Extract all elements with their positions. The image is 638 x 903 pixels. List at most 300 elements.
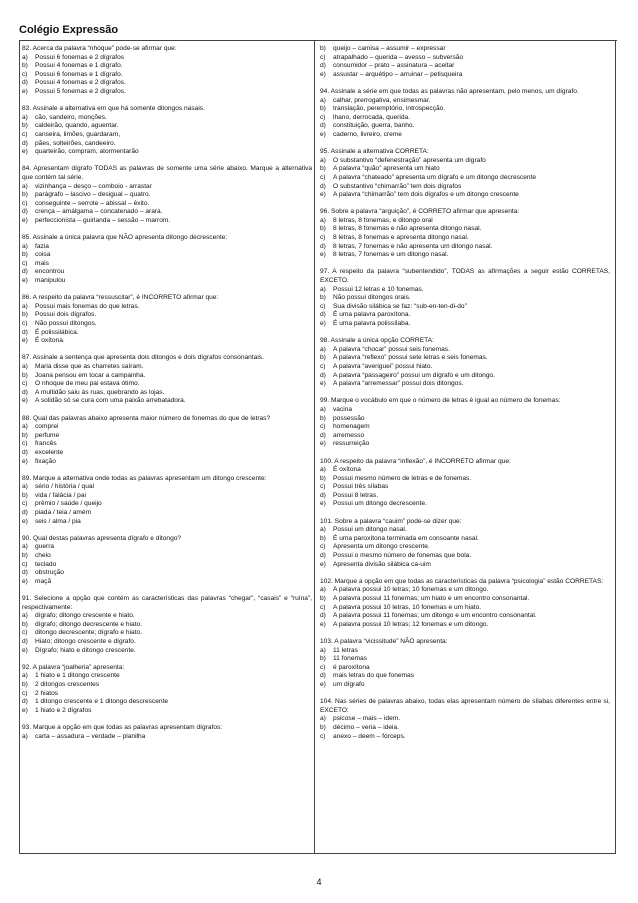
answer-option [22,552,312,561]
question-block [22,234,312,286]
option-text: constituição, guerra, banho. [333,122,415,130]
option-letter: b) [320,45,326,52]
answer-option [320,647,610,656]
option-letter: e) [320,320,326,327]
option-letter: b) [320,595,326,602]
option-letter: c) [22,500,28,508]
option-text: coisa [35,251,51,259]
option-text: Não possui ditongos orais. [333,294,411,302]
option-text: pães, solteirões, candeeiro. [35,139,116,147]
option-letter: e) [320,70,326,78]
answer-option [320,423,610,432]
option-text: 8 letras, 8 fonemas e não apresenta ditongo nasal. [333,225,482,233]
answer-option [22,612,312,621]
option-text: É uma paroxítona terminada em consoante nasal. [333,534,479,542]
option-letter: d) [22,698,28,706]
option-letter: d) [320,552,326,560]
question-stem: 93. Marque a opção em que todas as palavras apresentam dígrafos: [22,723,223,731]
option-text: Possui 12 letras e 10 fonemas. [333,285,424,293]
answer-option [22,217,312,226]
option-letter: d) [22,268,28,276]
option-letter: c) [320,234,326,242]
option-text: translação, peremptório, introspecção. [333,105,446,113]
option-text: psicose – mais – idem. [333,715,401,723]
option-text: O nhoque de meu pai estava ótimo. [35,380,140,388]
option-letter: c) [22,70,28,78]
answer-option [320,595,610,604]
answer-option [22,509,312,518]
option-text: É oxítona [333,466,361,474]
left-column [22,45,312,750]
option-text: é paroxítona [333,663,370,671]
option-text: encontrou [35,268,65,276]
question-block [22,664,312,716]
answer-option [320,655,610,664]
answer-option [320,612,610,621]
option-letter: b) [22,311,28,319]
option-text: dígrafo; ditongo crescente e hiato. [35,612,135,620]
answer-option [22,733,312,742]
answer-option [22,122,312,131]
option-letter: d) [320,122,326,130]
option-letter: a) [320,526,326,534]
option-letter: d) [320,182,326,190]
answer-option [320,604,610,613]
option-text: Hiato; ditongo crescente e dígrafo. [35,637,136,645]
option-letter: e) [22,148,28,156]
answer-option [22,372,312,381]
option-text: 11 letras [333,646,358,654]
question-block [320,208,610,260]
option-letter: b) [22,552,28,560]
option-letter: e) [22,706,28,714]
question-block [22,415,312,467]
option-letter: a) [22,242,28,250]
option-letter: a) [320,345,326,353]
option-text: vacina [333,405,353,413]
answer-option [320,131,610,140]
option-letter: a) [22,53,28,61]
answer-option [320,483,610,492]
answer-option [22,311,312,320]
answer-option [320,535,610,544]
option-text: Possui 4 fonemas e 2 dígrafos. [35,79,126,87]
answer-option [22,243,312,252]
option-letter: b) [22,191,28,199]
answer-option [320,363,610,372]
option-text: A palavra “reflexo” possui sete letras e seis fonemas. [333,354,488,362]
option-letter: c) [320,483,326,491]
option-letter: b) [320,534,326,542]
option-text: A palavra “arremessar” possui dois ditongos. [333,380,464,388]
answer-option [320,492,610,501]
answer-option [320,183,610,192]
answer-option [22,71,312,80]
option-letter: e) [320,680,326,688]
option-text: excelente [35,448,64,456]
option-text: arremesso [333,431,365,439]
option-letter: b) [22,491,28,499]
page-number: 4 [316,877,322,887]
answer-option [22,260,312,269]
question-block [22,475,312,527]
option-letter: e) [22,337,28,345]
question-stem: 83. Assinale a alternativa em que há somente ditongos nasais. [22,105,205,113]
option-text: A palavra possui 11 fonemas; um hiato e um encontro consonantal. [333,595,530,602]
answer-option [22,397,312,406]
option-text: crença – amálgama – concatenado – arara. [35,208,163,216]
option-letter: d) [22,569,28,577]
option-text: obstrução [35,569,64,577]
answer-option [320,672,610,681]
question-stem: 92. A palavra “joalheria” apresenta: [22,663,125,671]
option-letter: c) [320,543,326,551]
option-letter: e) [320,620,326,628]
answer-option [320,561,610,570]
question-block [320,578,610,630]
option-letter: d) [22,448,28,456]
option-letter: d) [320,431,326,439]
answer-option [320,552,610,561]
question-stem: 89. Marque a alternativa onde todas as palavras apresentam um ditongo crescente: [22,474,267,482]
option-letter: a) [22,182,28,190]
answer-option [22,131,312,140]
option-text: mais [35,259,49,267]
option-letter: c) [22,440,28,448]
answer-option [22,440,312,449]
answer-option [22,492,312,501]
option-letter: e) [320,251,326,259]
option-letter: a) [22,483,28,491]
option-text: caderno, livreiro, creme [333,130,402,138]
answer-option [22,320,312,329]
question-stem: 96. Sobre a palavra “arguição”, é CORRETO afirmar que apresenta: [320,208,520,216]
option-letter: d) [22,637,28,645]
option-letter: b) [320,723,326,731]
option-letter: d) [320,242,326,250]
question-block [22,595,312,655]
question-block [320,148,610,200]
option-letter: d) [22,208,28,216]
answer-option [22,200,312,209]
option-letter: b) [320,105,326,113]
question-stem: 98. Assinale a única opção CORRETA: [320,337,434,345]
option-text: É oxítona. [35,337,65,345]
question-block [22,724,312,741]
option-letter: d) [320,612,326,620]
answer-option [22,569,312,578]
question-stem: 104. Nas séries de palavras abaixo, todas elas apresentam número de sílabas diferentes entre si, EXCETO: [320,698,610,714]
option-text: 8 letras, 7 fonemas e um ditongo nasal. [333,251,449,259]
answer-option [320,54,610,63]
option-text: 1 ditongo crescente e 1 ditongo descrescente [35,698,169,706]
answer-option [22,458,312,467]
answer-option [320,354,610,363]
option-text: Possui 4 fonemas e 1 dígrafo. [35,62,123,70]
option-text: sério / história / qual [35,483,95,491]
question-stem: 95. Assinale a alternativa CORRETA: [320,148,429,156]
option-text: perfeccionista – guirlanda – sessão – marrom. [35,216,171,224]
answer-option [320,174,610,183]
question-stem: 84. Apresentam dígrafo TODAS as palavras de somente uma série abaixo. Marque a alternativa que contém tal série. [22,165,312,181]
option-text: piada / teia / amém [35,509,92,517]
option-text: A palavra possui 11 fonemas; um ditongo e um encontro consonantal. [333,612,537,620]
answer-option [320,543,610,552]
answer-option [22,79,312,88]
option-letter: a) [320,466,326,474]
answer-option [320,440,610,449]
option-text: assustar – arquétipo – arruinar – petisqueira [333,70,463,78]
answer-option [22,698,312,707]
answer-option [22,380,312,389]
option-letter: c) [22,130,28,138]
answer-option [320,380,610,389]
option-text: Possui 6 fonemas e 2 dígrafos [35,53,125,61]
option-text: homenagem [333,423,370,431]
answer-option [320,432,610,441]
answer-option [22,500,312,509]
option-letter: e) [22,457,28,465]
option-letter: a) [320,96,326,104]
answer-option [22,707,312,716]
option-text: Não possui ditongos. [35,320,97,327]
answer-option [320,681,610,690]
option-text: mais letras do que fonemas [333,672,414,680]
answer-option [22,638,312,647]
answer-option [320,724,610,733]
option-text: Joana pensou em tocar a campainha. [35,371,146,379]
question-stem: 87. Assinale a sentença que apresenta dois ditongos e dois dígrafos consonantais. [22,354,264,362]
question-stem: 99. Marque o vocábulo em que o número de letras é igual ao número de fonemas: [320,397,561,405]
answer-option [320,286,610,295]
answer-option [22,432,312,441]
option-letter: b) [320,414,326,422]
option-text: canseira, limões, guardaram, [35,130,121,138]
option-letter: e) [22,577,28,585]
option-text: manipulou [35,277,66,285]
option-letter: e) [320,560,326,568]
option-letter: c) [22,629,28,637]
option-letter: b) [320,354,326,362]
option-letter: b) [22,431,28,439]
answer-option [320,62,610,71]
option-letter: a) [320,156,326,164]
option-text: Possui o mesmo número de fonemas que bola. [333,552,472,560]
answer-option [22,62,312,71]
question-stem: 94. Assinale a série em que todas as palavras não apresentam, pelo menos, um dígrafo. [320,87,579,95]
option-text: ressurreição [333,440,370,448]
option-letter: b) [320,225,326,233]
question-block [320,88,610,140]
option-text: fixação [35,457,56,465]
question-block [22,165,312,225]
option-letter: e) [22,277,28,285]
answer-option [320,372,610,381]
answer-option [22,672,312,681]
option-letter: e) [22,216,28,224]
option-letter: a) [320,285,326,293]
school-name: Colégio Expressão [19,24,119,36]
option-text: perfume [35,431,60,439]
answer-option [320,165,610,174]
question-stem: 102. Marque a opção em que todas as características da palavra “psicologia” estão CORRETAS: [320,577,604,585]
option-text: A palavra “chimarrão” tem dois dígrafos e um ditongo crescente [333,191,519,199]
option-text: Dígrafo; hiato e ditongo crescente. [35,646,136,654]
option-text: conseguinte – serrote – abissal – êxito. [35,199,150,207]
answer-option [320,715,610,724]
option-letter: c) [320,663,326,671]
option-letter: b) [22,620,28,628]
option-letter: d) [22,509,28,517]
answer-option [22,518,312,527]
question-block [320,518,610,570]
option-letter: d) [22,139,28,147]
option-text: cão, sandeiro, monções. [35,113,107,121]
answer-option [320,122,610,131]
option-text: Possui um ditongo nasal. [333,526,407,534]
answer-option [22,578,312,587]
option-text: A palavra “quão” apresenta um hiato [333,165,440,173]
question-block [22,354,312,406]
answer-option [320,733,610,742]
option-text: um dígrafo [333,680,365,688]
option-letter: d) [320,672,326,680]
option-letter: e) [22,397,28,405]
answer-option [22,88,312,97]
option-text: A palavra possui 10 letras, 10 fonemas e um hiato. [333,603,482,611]
option-text: 8 letras, 8 fonemas e apresenta ditongo nasal. [333,234,469,242]
right-column [320,45,610,750]
option-text: Possui 5 fonemas e 2 dígrafos. [35,87,126,95]
question-stem: 88. Qual das palavras abaixo apresenta maior número de fonemas do que de letras? [22,414,271,422]
option-letter: d) [320,311,326,319]
option-letter: b) [22,251,28,259]
answer-option [320,225,610,234]
option-text: francês [35,440,57,448]
answer-option [320,311,610,320]
option-letter: a) [22,362,28,370]
question-block [22,105,312,157]
option-text: fazia [35,242,49,250]
answer-option [320,71,610,80]
answer-option [320,586,610,595]
option-letter: a) [320,216,326,224]
option-letter: a) [22,113,28,121]
answer-option [320,346,610,355]
option-text: atrapalhado – querida – avesso – subversão [333,53,464,61]
option-text: O substantivo “chimarrão” tem dois dígrafos [333,182,462,190]
option-text: lhano, derrocada, querida. [333,113,410,121]
question-stem: 86. A respeito da palavra “ressuscitar”, é INCORRETO afirmar que: [22,294,219,302]
answer-option [320,415,610,424]
option-text: Possui 6 fonemas e 1 dígrafo. [35,70,123,78]
answer-option [22,483,312,492]
option-letter: b) [22,62,28,70]
option-letter: b) [320,294,326,302]
option-text: A palavra possui 10 letras; 10 fonemas e um ditongo. [333,586,489,594]
option-letter: a) [22,612,28,620]
answer-option [320,294,610,303]
answer-option [22,148,312,157]
option-text: 8 letras, 7 fonemas e não apresenta um ditongo nasal. [333,242,493,250]
option-text: vida / falácia / pai [35,491,86,499]
option-letter: a) [22,672,28,680]
option-letter: c) [22,689,28,697]
answer-option [320,45,610,54]
option-letter: c) [320,302,326,310]
option-letter: e) [22,87,28,95]
answer-option [22,449,312,458]
option-text: A palavra “averiguei” possui hiato. [333,362,433,370]
answer-option [22,690,312,699]
option-text: Possui dois dígrafos. [35,311,97,319]
answer-option [320,526,610,535]
option-text: A palavra possui 10 letras; 12 fonemas e um ditongo. [333,620,489,628]
column-divider [314,41,315,854]
question-block [22,535,312,587]
answer-option [22,54,312,63]
option-text: Possui 8 letras. [333,491,379,499]
option-letter: a) [22,302,28,310]
option-letter: d) [22,328,28,336]
option-text: Possui um ditongo decrescente. [333,500,427,508]
question-block [320,458,610,510]
option-text: cheio [35,552,51,560]
option-text: caldeirão, quando, aguentar. [35,122,119,130]
option-text: anexo – deem – fórceps. [333,732,406,740]
answer-option [320,475,610,484]
option-text: décimo – veria – ideia. [333,723,399,731]
option-letter: a) [320,715,326,723]
option-letter: c) [320,362,326,370]
option-text: Sua divisão silábica se faz: “sub-en-ten-di-do” [333,302,467,310]
answer-option [22,114,312,123]
option-letter: d) [22,79,28,87]
option-text: Maria disse que as charretes saíram. [35,362,144,370]
option-letter: c) [320,173,326,181]
option-letter: a) [22,732,28,740]
answer-option [320,466,610,475]
answer-option [320,243,610,252]
answer-option [320,114,610,123]
option-letter: c) [320,732,326,740]
question-stem: 82. Acerca da palavra “nhoque” pode-se afirmar que: [22,45,177,52]
answer-option [22,363,312,372]
option-text: comprei [35,423,59,431]
question-stem: 101. Sobre a palavra “cauim” pode-se dizer que: [320,517,462,525]
answer-option [320,320,610,329]
answer-option [320,664,610,673]
option-text: A palavra “passageiro” possui um dígrafo e um ditongo. [333,371,496,379]
option-letter: c) [320,53,326,61]
option-text: calhar, prerrogativa, ensimesmar. [333,96,431,104]
option-letter: c) [22,259,28,267]
question-block [320,698,610,741]
question-block [320,45,610,79]
answer-option [320,157,610,166]
option-letter: d) [22,388,28,396]
answer-option [320,234,610,243]
option-text: É uma palavra polissílaba. [333,320,411,327]
answer-option [320,97,610,106]
option-letter: d) [320,62,326,70]
option-letter: e) [320,380,326,388]
option-text: maçã [35,577,52,585]
option-letter: c) [22,320,28,327]
answer-option [22,561,312,570]
option-text: A palavra “chateado” apresenta um dígrafo e um ditongo decrescente [333,173,537,181]
option-letter: d) [320,491,326,499]
